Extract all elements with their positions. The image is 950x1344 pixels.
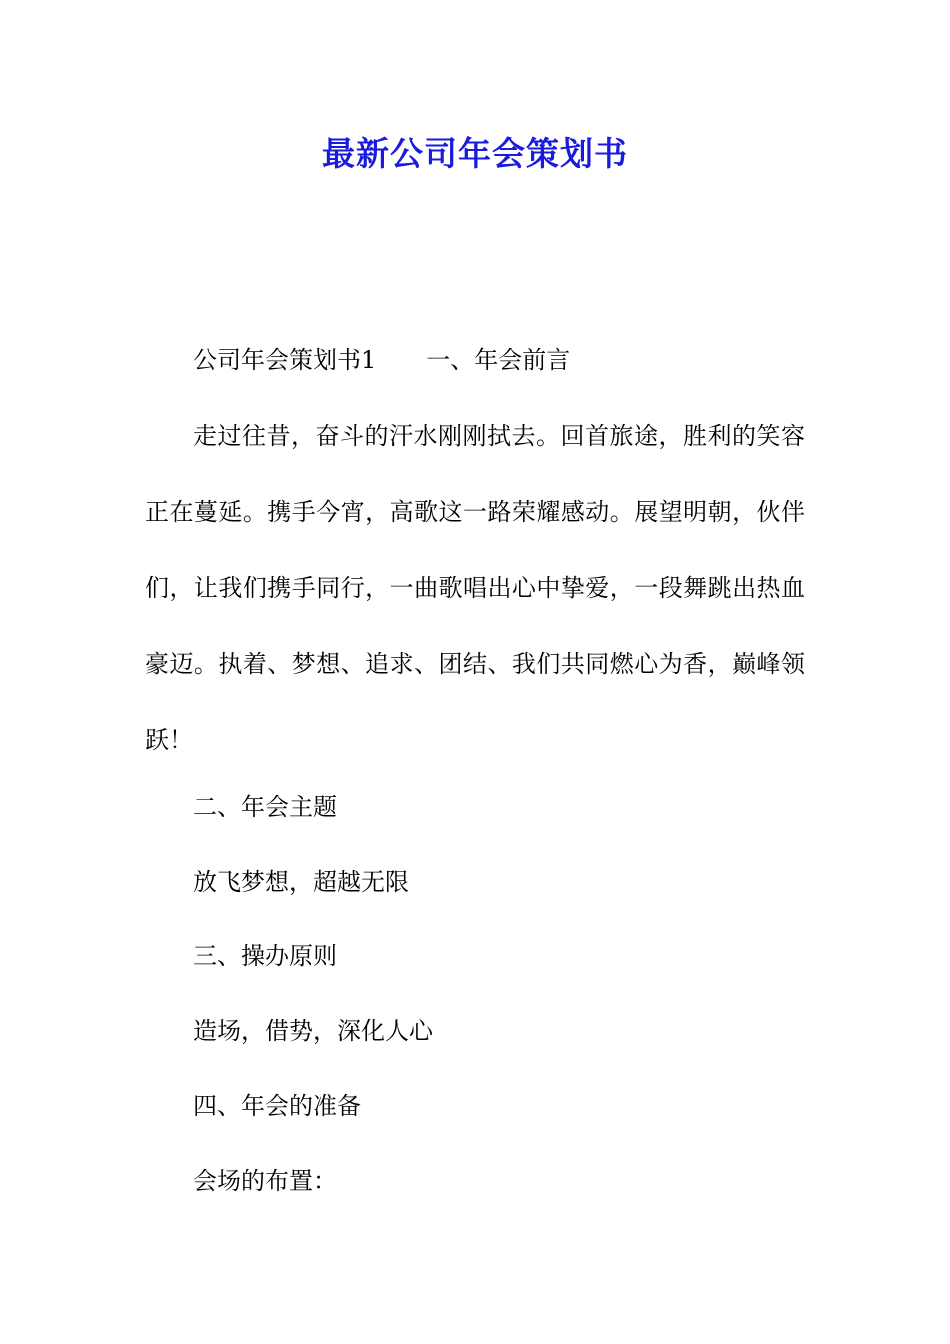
section-heading-theme: 二、年会主题 [193, 793, 337, 821]
section-body-principles: 造场，借势，深化人心 [193, 1017, 433, 1045]
heading-line [193, 340, 570, 380]
section-heading-preface: 一、年会前言 [426, 346, 571, 374]
section-heading-principles: 三、操办原则 [193, 942, 337, 970]
section-body-theme: 放飞梦想，超越无限 [193, 868, 409, 896]
section-heading-preparation: 四、年会的准备 [193, 1092, 361, 1120]
preface-paragraph: 走过往昔，奋斗的汗水刚刚拭去。回首旅途，胜利的笑容正在蔓延。携手今宵，高歌这一路荣耀感动。展望明朝，伙伴们，让我们携手同行，一曲歌唱出心中挚爱，一段舞跳出热血豪迈。执着、梦想、追求、团结、我们共同燃心为香，巅峰领跃！ [145, 422, 805, 754]
document-name: 公司年会策划书1 [193, 346, 377, 374]
document-title: 最新公司年会策划书 [322, 134, 628, 173]
section-body-preparation: 会场的布置： [193, 1167, 337, 1195]
